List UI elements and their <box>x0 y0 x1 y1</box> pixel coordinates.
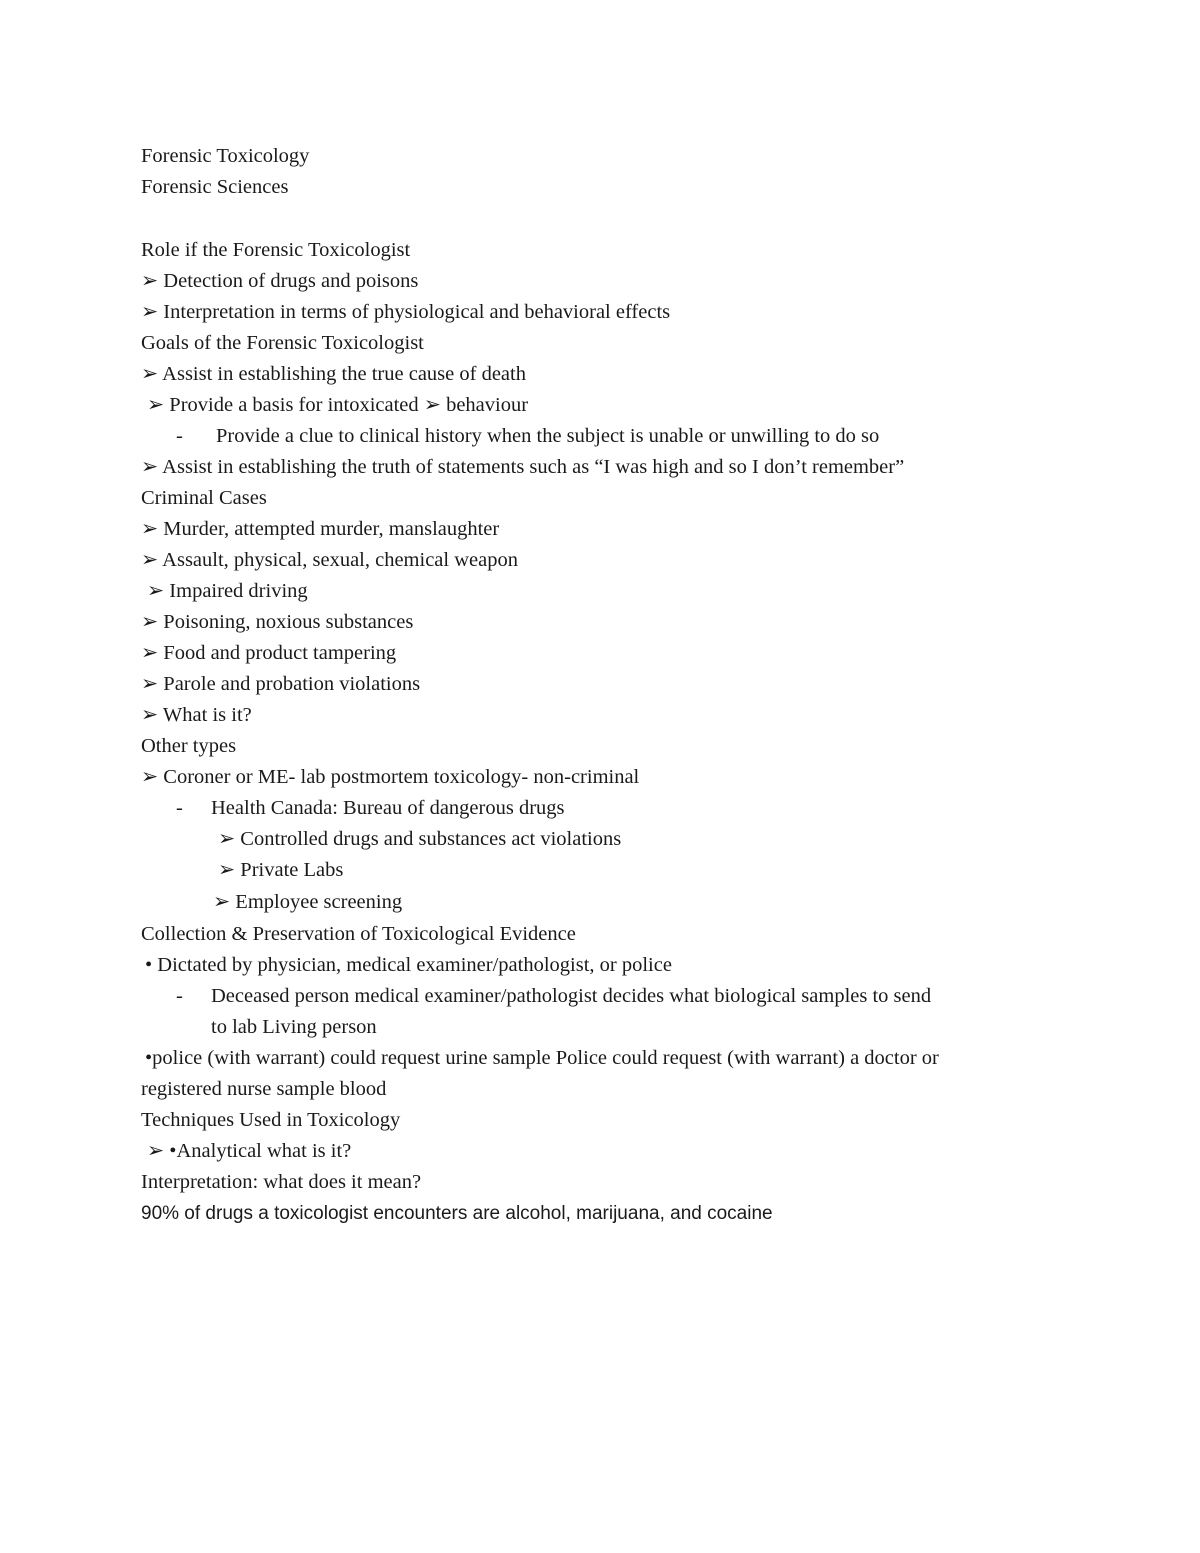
list-item: ➢ •Analytical what is it? <box>147 1140 352 1162</box>
list-item: ➢ Impaired driving <box>147 580 308 602</box>
list-item: ➢ Assist in establishing the true cause of death <box>141 363 526 385</box>
list-item: ➢ Coroner or ME- lab postmortem toxicology- non-criminal <box>141 766 640 788</box>
document-title: Forensic Toxicology <box>141 145 310 167</box>
list-item: • Dictated by physician, medical examiner/pathologist, or police <box>145 954 672 976</box>
list-item: Health Canada: Bureau of dangerous drugs <box>211 797 565 819</box>
list-item: ➢ Poisoning, noxious substances <box>141 611 414 633</box>
list-item: Deceased person medical examiner/pathologist decides what biological samples to send <box>211 985 932 1007</box>
list-item: ➢ Provide a basis for intoxicated ➢ behaviour <box>147 394 529 416</box>
list-item: ➢ Private Labs <box>218 859 344 881</box>
list-item: ➢ Controlled drugs and substances act violations <box>218 828 622 850</box>
paragraph: 90% of drugs a toxicologist encounters are alcohol, marijuana, and cocaine <box>141 1203 773 1224</box>
list-item: ➢ What is it? <box>141 704 252 726</box>
list-item: ➢ Food and product tampering <box>141 642 397 664</box>
dash-marker: - <box>176 985 183 1007</box>
list-item: ➢ Assist in establishing the truth of statements such as “I was high and so I don’t remember” <box>141 456 905 478</box>
list-item: Provide a clue to clinical history when the subject is unable or unwilling to do so <box>216 425 880 447</box>
list-item: ➢ Assault, physical, sexual, chemical weapon <box>141 549 518 571</box>
paragraph: Interpretation: what does it mean? <box>141 1171 422 1193</box>
section-heading: Collection & Preservation of Toxicological Evidence <box>141 923 576 945</box>
paragraph: •police (with warrant) could request urine sample Police could request (with warrant) a doctor or <box>145 1047 939 1069</box>
dash-marker: - <box>176 425 183 447</box>
section-heading: Techniques Used in Toxicology <box>141 1109 401 1131</box>
section-heading: Criminal Cases <box>141 487 267 509</box>
list-item: ➢ Murder, attempted murder, manslaughter <box>141 518 500 540</box>
list-item: ➢ Interpretation in terms of physiological and behavioral effects <box>141 301 671 323</box>
list-item-continuation: to lab Living person <box>211 1016 377 1038</box>
list-item: ➢ Employee screening <box>213 891 403 913</box>
list-item: ➢ Detection of drugs and poisons <box>141 270 419 292</box>
section-heading: Role if the Forensic Toxicologist <box>141 239 411 261</box>
section-heading: Other types <box>141 735 237 757</box>
section-heading: Goals of the Forensic Toxicologist <box>141 332 424 354</box>
document-subtitle: Forensic Sciences <box>141 176 289 198</box>
list-item: ➢ Parole and probation violations <box>141 673 421 695</box>
paragraph-continuation: registered nurse sample blood <box>141 1078 387 1100</box>
dash-marker: - <box>176 797 183 819</box>
